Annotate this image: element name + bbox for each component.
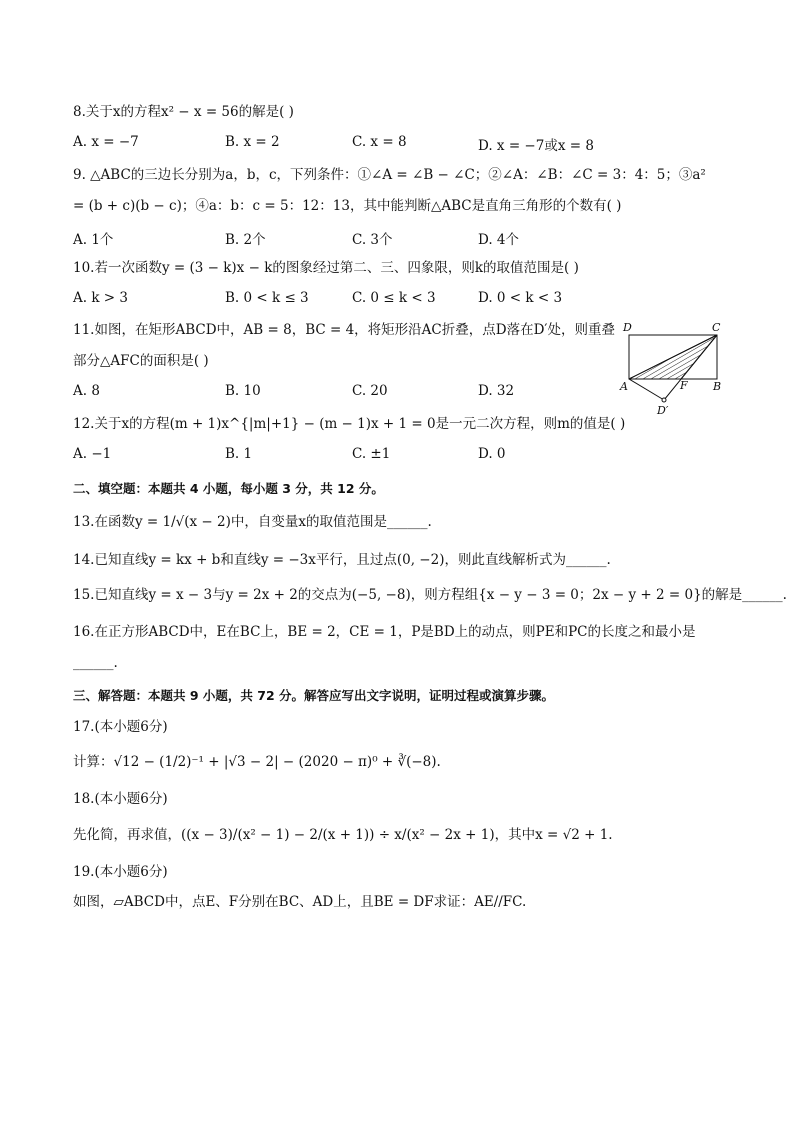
q8-options [73,134,633,152]
q10-option-b: B. 0 < k ≤ 3 [225,290,309,306]
q9-stem-line2: = (b + c)(b − c)；④a：b：c = 5：12：13，其中能判断△ABC是直角三角形的个数有( ) [73,198,622,214]
q11-option-c: C. 20 [352,383,388,399]
q14: 14.已知直线y = kx + b和直线y = −3x平行，且过点(0, −2)，则此直线解析式为______. [73,552,611,568]
section2-heading: 二、填空题：本题共 4 小题，每小题 3 分，共 12 分。 [73,481,384,496]
q8-option-c: C. x = 8 [352,134,407,150]
label-f: F [680,379,688,392]
q11-stem-line2: 部分△AFC的面积是( ) [73,353,209,369]
q13: 13.在函数y = 1/√(x − 2)中，自变量x的取值范围是______. [73,514,432,530]
point-dprime [662,398,666,402]
q8-option-d: D. x = −7或x = 8 [478,138,594,154]
q10-option-c: C. 0 ≤ k < 3 [352,290,436,306]
label-a: A [620,380,628,393]
q11-option-b: B. 10 [225,383,261,399]
label-b: B [713,380,722,393]
q12-option-d: D. 0 [478,446,506,462]
q18-body: 先化简，再求值，((x − 3)/(x² − 1) − 2/(x + 1)) ÷ x/(x² − 2x + 1)，其中x = √2 + 1. [73,827,613,843]
q9-option-c: C. 3个 [352,232,393,248]
q16-line1: 16.在正方形ABCD中，E在BC上，BE = 2，CE = 1，P是BD上的动点，则PE和PC的长度之和最小是 [73,624,696,640]
q11-options [73,383,633,401]
q12-option-c: C. ±1 [352,446,391,462]
q12-option-a: A. −1 [73,446,112,462]
q12-options [73,446,633,464]
label-dprime: D′ [657,404,669,417]
q19-title: 19.(本小题6分) [73,864,168,880]
q9-option-a: A. 1个 [73,232,114,248]
q12-option-b: B. 1 [225,446,253,462]
label-d: D [623,321,632,334]
q11-option-a: A. 8 [73,383,100,399]
q12-stem: 12.关于x的方程(m + 1)x^{|m|+1} − (m − 1)x + 1 = 0是一元二次方程，则m的值是( ) [73,416,626,432]
q15: 15.已知直线y = x − 3与y = 2x + 2的交点为(−5, −8)，则方程组{x − y − 3 = 0；2x − y + 2 = 0}的解是______. [73,587,787,603]
q8-option-a: A. x = −7 [73,134,139,150]
q9-option-b: B. 2个 [225,232,266,248]
q10-option-a: A. k > 3 [73,290,128,306]
q9-stem-line1: 9. △ABC的三边长分别为a，b，c，下列条件：①∠A = ∠B − ∠C；②∠A：∠B：∠C = 3：4：5；③a² [73,167,706,183]
q10-stem: 10.若一次函数y = (3 − k)x − k的图象经过第二、三、四象限，则k的取值范围是( ) [73,260,579,276]
section3-heading: 三、解答题：本题共 9 小题，共 72 分。解答应写出文字说明，证明过程或演算步骤。 [73,688,555,703]
q9-option-d: D. 4个 [478,232,520,248]
label-c: C [712,321,721,334]
q16-line2: ______. [73,655,118,671]
q17-body: 计算：√12 − (1/2)⁻¹ + |√3 − 2| − (2020 − π)⁰ + ∛(−8). [73,754,441,770]
q8-option-b: B. x = 2 [225,134,280,150]
rectangle-fold-figure [612,318,732,418]
q8-stem: 8.关于x的方程x² − x = 56的解是( ) [73,104,294,120]
q18-title: 18.(本小题6分) [73,791,168,807]
q10-options [73,290,633,308]
q11-option-d: D. 32 [478,383,515,399]
q17-title: 17.(本小题6分) [73,719,168,735]
q11-stem-line1: 11.如图，在矩形ABCD中，AB = 8，BC = 4，将矩形沿AC折叠，点D落在D′处，则重叠 [73,322,615,338]
segment-a-dprime [629,379,664,400]
q10-option-d: D. 0 < k < 3 [478,290,563,306]
q19-body: 如图，▱ABCD中，点E、F分别在BC、AD上，且BE = DF求证：AE//FC. [73,894,527,910]
q9-options [73,228,633,246]
